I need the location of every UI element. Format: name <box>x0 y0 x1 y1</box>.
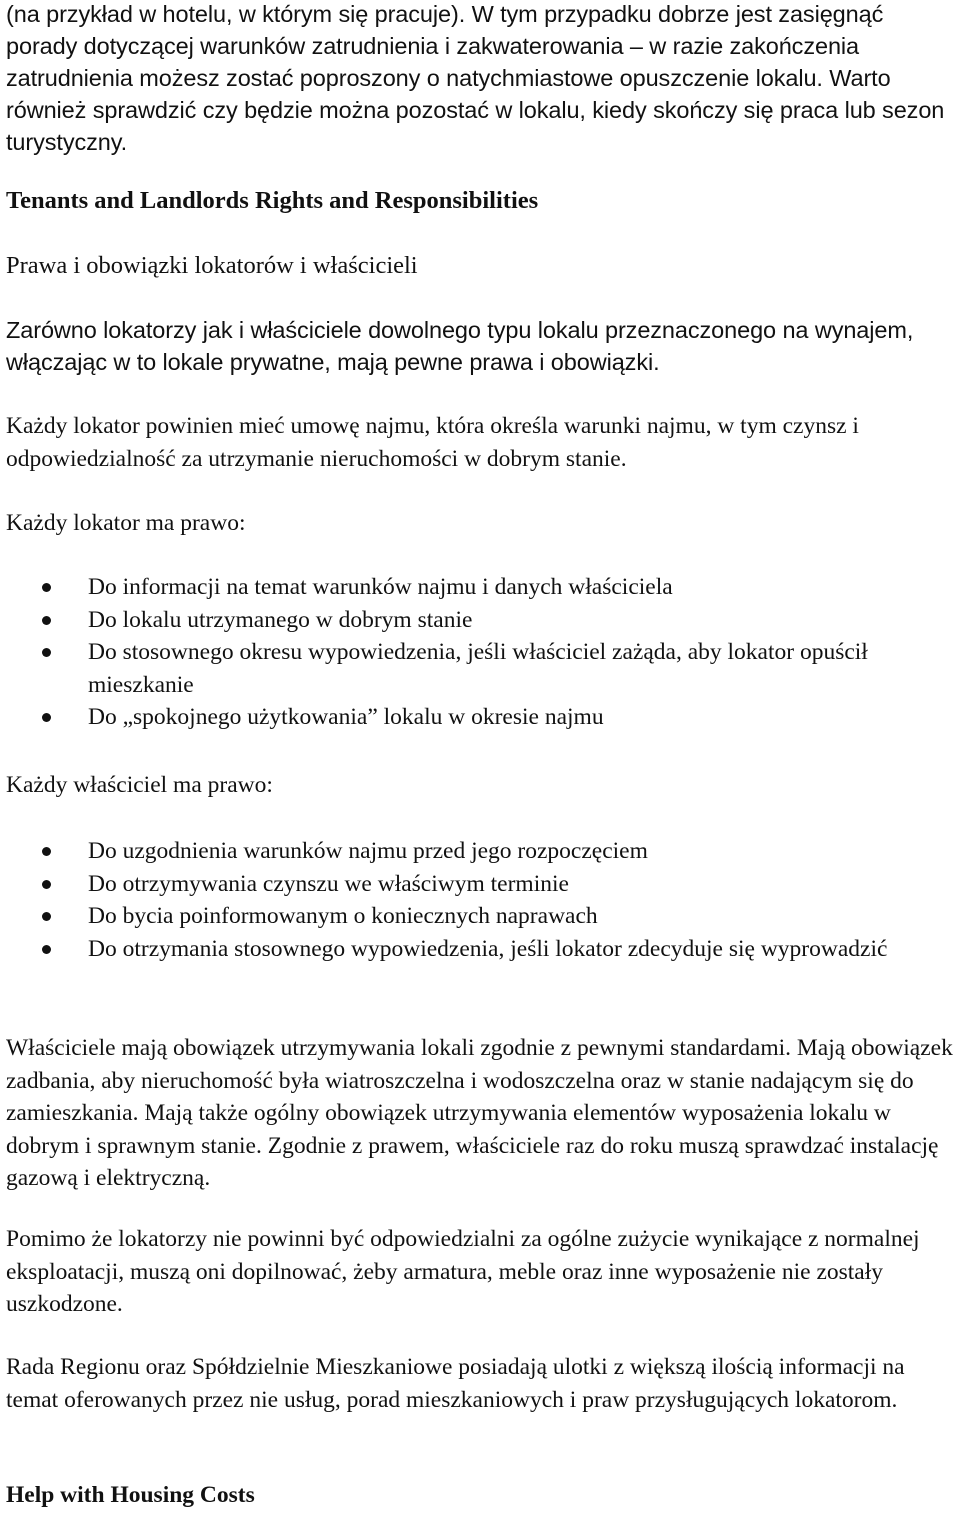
section-heading-english: Tenants and Landlords Rights and Responsibilities <box>6 187 539 214</box>
rights-intro-paragraph: Zarówno lokatorzy jak i właściciele dowolnego typu lokalu przeznaczonego na wynajem, włączając w to lokale prywatne, mają pewne prawa i obowiązki. <box>6 317 914 375</box>
housing-costs-heading: Help with Housing Costs <box>6 1482 255 1508</box>
list-item: Do informacji na temat warunków najmu i danych właściciela <box>6 571 958 604</box>
list-item: Do „spokojnego użytkowania” lokalu w okresie najmu <box>6 701 958 734</box>
list-item: Do stosownego okresu wypowiedzenia, jeśli właściciel zażąda, aby lokator opuścił mieszkanie <box>6 636 958 701</box>
list-item: Do lokalu utrzymanego w dobrym stanie <box>6 604 958 637</box>
list-item: Do otrzymywania czynszu we właściwym terminie <box>6 868 958 901</box>
list-item: Do bycia poinformowanym o koniecznych naprawach <box>6 900 958 933</box>
landlord-rights-list <box>6 835 958 965</box>
list-item: Do uzgodnienia warunków najmu przed jego rozpoczęciem <box>6 835 958 868</box>
tenant-rights-intro: Każdy lokator ma prawo: <box>6 510 246 536</box>
intro-paragraph: (na przykład w hotelu, w którym się pracuje). W tym przypadku dobrze jest zasięgnąć porady dotyczącej warunków zatrudnienia i zakwaterowania – w razie zakończenia zatrudnienia możesz zostać poproszony o natychmiastowe opuszczenie lokalu. Warto również sprawdzić czy będzie można pozostać w lokalu, kiedy skończy się praca lub sezon turystyczny. <box>6 1 945 155</box>
list-item: Do otrzymania stosownego wypowiedzenia, jeśli lokator zdecyduje się wyprowadzić <box>6 933 958 966</box>
landlord-obligations-paragraph: Właściciele mają obowiązek utrzymywania lokali zgodnie z pewnymi standardami. Mają obowiązek zadbania, aby nieruchomość była wiatroszczelna i wodoszczelna oraz w stanie nadającym się do zamieszkania. Mają także ogólny obowiązek utrzymywania elementów wyposażenia lokalu w dobrym i sprawnym stanie. Zgodnie z prawem, właściciele raz do roku muszą sprawdzać instalację gazową i elektryczną. <box>6 1035 953 1191</box>
tenant-obligations-paragraph: Pomimo że lokatorzy nie powinni być odpowiedzialni za ogólne zużycie wynikające z normalnej eksploatacji, muszą oni dopilnować, żeby armatura, meble oraz inne wyposażenie nie zostały uszkodzone. <box>6 1226 920 1317</box>
council-leaflets-paragraph: Rada Regionu oraz Spółdzielnie Mieszkaniowe posiadają ulotki z większą ilością informacji na temat oferowanych przez nie usług, porad mieszkaniowych i praw przysługujących lokatorom. <box>6 1354 905 1413</box>
landlord-rights-intro: Każdy właściciel ma prawo: <box>6 772 273 798</box>
section-heading-polish: Prawa i obowiązki lokatorów i właścicieli <box>6 252 418 279</box>
tenancy-agreement-paragraph: Każdy lokator powinien mieć umowę najmu, która określa warunki najmu, w tym czynsz i odpowiedzialność za utrzymanie nieruchomości w dobrym stanie. <box>6 413 859 472</box>
tenant-rights-list <box>6 571 958 734</box>
